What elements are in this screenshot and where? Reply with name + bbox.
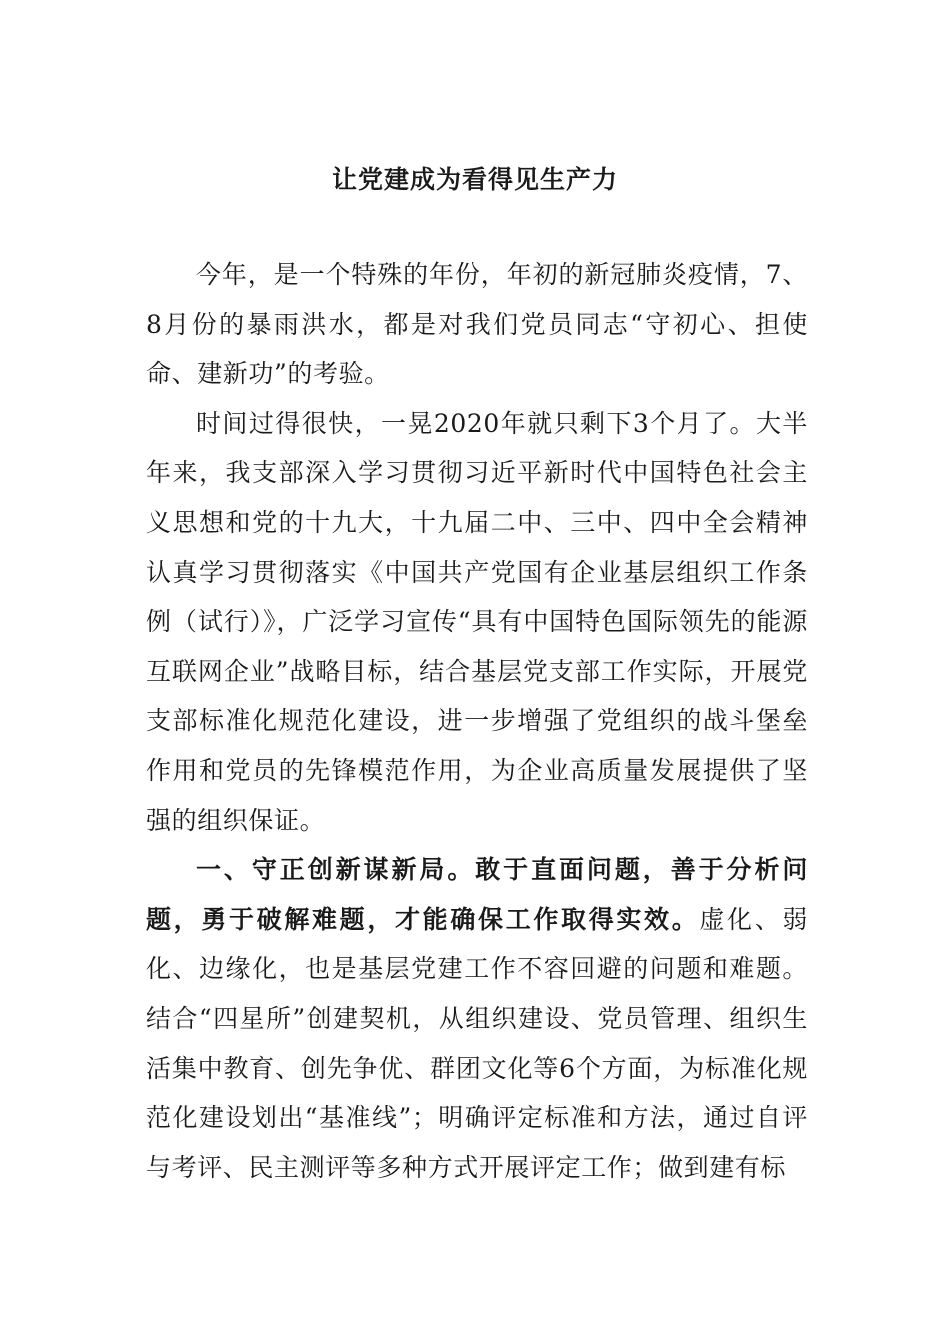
- document-body: [146, 250, 808, 1192]
- paragraph-text: 今年，是一个特殊的年份，年初的新冠肺炎疫情，7、8月份的暴雨洪水，都是对我们党员同志“守初心、担使命、建新功”的考验。: [146, 260, 808, 389]
- paragraph-intro: [146, 250, 808, 399]
- paragraph-progress: [146, 399, 808, 845]
- document-title: 让党建成为看得见生产力: [331, 165, 618, 194]
- paragraph-text: 虚化、弱化、边缘化，也是基层党建工作不容回避的问题和难题。结合“四星所”创建契机，从组织建设、党员管理、组织生活集中教育、创先争优、群团文化等6个方面，为标准化规范化建设划出“基准线”；明确评定标准和方法，通过自评与考评、民主测评等多种方式开展评定工作；做到建有标: [146, 904, 808, 1182]
- paragraph-section-one: [146, 845, 808, 1192]
- section-heading-lead: 一、守正创新谋新局。敢于直面问题，善于分析问题，勇于破解难题，才能确保工作取得实效。: [146, 855, 808, 934]
- paragraph-text: 时间过得很快，一晃2020年就只剩下3个月了。大半年来，我支部深入学习贯彻习近平新时代中国特色社会主义思想和党的十九大，十九届二中、三中、四中全会精神认真学习贯彻落实《中国共产党国有企业基层组织工作条例（试行）》，广泛学习宣传“具有中国特色国际领先的能源互联网企业”战略目标，结合基层党支部工作实际，开展党支部标准化规范化建设，进一步增强了党组织的战斗堡垒作用和党员的先锋模范作用，为企业高质量发展提供了坚强的组织保证。: [146, 408, 808, 835]
